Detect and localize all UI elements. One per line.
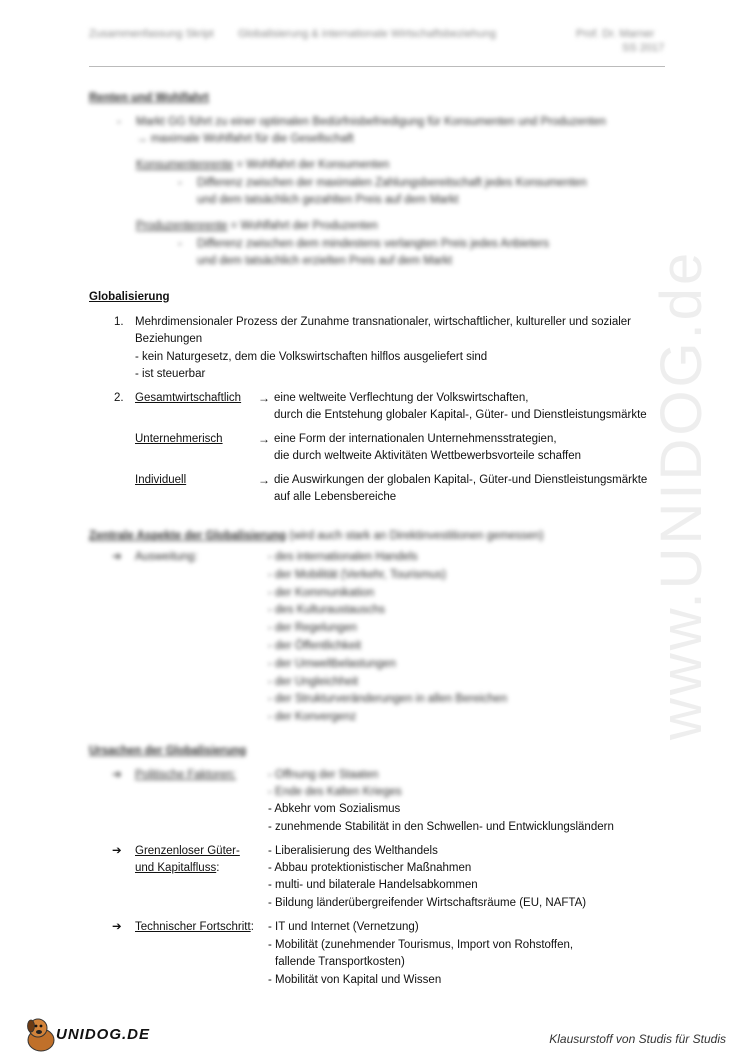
footer-slogan: Klausurstoff von Studis für Studis xyxy=(549,1032,726,1046)
arrow-right-icon: → xyxy=(258,432,270,446)
renten-title: Renten und Wohlfahrt xyxy=(89,92,209,104)
renten-line2: → maximale Wohlfahrt für die Gesellschaft xyxy=(136,133,354,145)
grenzenloser-label-line2 xyxy=(135,860,219,877)
definition-line2: Beziehungen xyxy=(135,333,203,345)
definition-line3: - kein Naturgesetz, dem die Volkswirtschaften hilflos ausgeliefert sind xyxy=(135,351,488,363)
header-right-1: Prof. Dr. Marner xyxy=(576,28,655,40)
list-item: - der Konvergenz xyxy=(268,711,357,724)
individuell-line1: die Auswirkungen der globalen Kapital-, Güter-und Dienstleistungsmärkte xyxy=(274,474,648,486)
produzentenrente-line1: Differenz zwischen dem mindestens verlangten Preis jedes Anbieters xyxy=(197,238,549,250)
list-item: - der Mobilität (Verkehr, Tourismus) xyxy=(268,568,447,581)
gesamtwirtschaftlich-line1: eine weltweite Verflechtung der Volkswirtschaften, xyxy=(274,392,529,404)
ausweitung-list xyxy=(268,549,507,727)
grenzenloser-label-line1 xyxy=(135,843,240,860)
globalisierung-title: Globalisierung xyxy=(89,291,170,303)
unternehmerisch-line2: die durch weltweite Aktivitäten Wettbewerbsvorteile schaffen xyxy=(274,450,582,462)
arrow-right-icon: ➔ xyxy=(112,921,122,933)
header-rule xyxy=(89,66,665,67)
list-item: - der Ungleichheit xyxy=(268,675,359,688)
individuell-label: Individuell xyxy=(135,474,187,486)
zentrale-title-row xyxy=(89,528,544,545)
grenzenloser-item: - Liberalisierung des Welthandels xyxy=(268,845,438,857)
produzentenrente-def: = Wohlfahrt der Produzenten xyxy=(227,220,378,232)
list-number-2: 2. xyxy=(114,392,124,404)
list-number-1: 1. xyxy=(114,316,124,328)
technischer-fortschritt-row xyxy=(135,919,254,936)
unternehmerisch-line1: eine Form der internationalen Unternehmensstrategien, xyxy=(274,433,557,445)
ausweitung-label: Ausweitung: xyxy=(135,551,198,563)
list-item: - der Regelungen xyxy=(268,622,357,635)
konsumentenrente-row xyxy=(136,157,389,174)
zentrale-title-suffix: (wird auch stark an Direktinvestitionen gemessen) xyxy=(286,530,544,542)
technischer-item: fallende Transportkosten) xyxy=(275,956,405,968)
politische-item: - zunehmende Stabilität in den Schwellen- und Entwicklungsländern xyxy=(268,821,614,833)
list-item: - des Kulturaustauschs xyxy=(268,604,385,617)
list-item: - der Öffentlichkeit xyxy=(268,639,362,652)
colon: : xyxy=(216,862,220,874)
grenzenloser-label-text2: und Kapitalfluss xyxy=(135,862,217,874)
definition-line4: - ist steuerbar xyxy=(135,368,206,380)
header-left: Zusammenfassung Skript xyxy=(89,28,214,40)
unidog-logo xyxy=(22,1014,162,1054)
logo-text: UNIDOG.DE xyxy=(56,1026,151,1043)
technischer-item: - Mobilität von Kapital und Wissen xyxy=(268,974,442,986)
konsumentenrente-label: Konsumentenrente xyxy=(136,159,234,171)
list-item: - der Umweltbelastungen xyxy=(268,657,396,670)
arrow-right-icon: → xyxy=(258,473,270,487)
grenzenloser-item: - Abbau protektionistischer Maßnahmen xyxy=(268,862,472,874)
grenzenloser-item: - Bildung länderübergreifender Wirtschaftsräume (EU, NAFTA) xyxy=(268,897,587,909)
politische-item: - Ende des Kalten Krieges xyxy=(268,786,402,798)
ursachen-title: Ursachen der Globalisierung xyxy=(89,745,247,757)
colon: : xyxy=(250,921,254,933)
konsumentenrente-def: = Wohlfahrt der Konsumenten xyxy=(233,159,390,171)
produzentenrente-line2: und dem tatsächlich erzielten Preis auf dem Markt xyxy=(197,255,453,267)
technischer-fortschritt-label: Technischer Fortschritt xyxy=(135,921,251,933)
header-center: Globalisierung & internationale Wirtschaftsbeziehung xyxy=(238,28,497,40)
bullet-dash: - xyxy=(117,116,121,128)
produzentenrente-row xyxy=(136,218,378,235)
individuell-line2: auf alle Lebensbereiche xyxy=(274,491,397,503)
watermark: www.UNIDOG.de xyxy=(649,249,714,740)
unternehmerisch-label: Unternehmerisch xyxy=(135,433,223,445)
produzentenrente-label: Produzentenrente xyxy=(136,220,228,232)
politische-faktoren-label: Politische Faktoren: xyxy=(135,769,236,781)
renten-line1: Markt GG führt zu einer optimalen Bedürfnisbefriedigung für Konsumenten und Produzenten xyxy=(136,116,606,128)
dog-icon xyxy=(22,1014,60,1054)
list-item: - der Strukturveränderungen in allen Bereichen xyxy=(268,693,508,706)
konsumentenrente-line2: und dem tatsächlich gezahlten Preis auf dem Markt xyxy=(197,194,459,206)
arrow-right-icon: ➔ xyxy=(112,769,122,781)
grenzenloser-label-text1: Grenzenloser Güter- xyxy=(135,845,240,857)
list-item: - des internationalen Handels xyxy=(268,551,418,563)
technischer-item: - IT und Internet (Vernetzung) xyxy=(268,921,419,933)
arrow-right-icon: ➔ xyxy=(112,845,122,857)
gesamtwirtschaftlich-line2: durch die Entstehung globaler Kapital-, Güter- und Dienstleistungsmärkte xyxy=(274,409,647,421)
konsumentenrente-line1: Differenz zwischen der maximalen Zahlungsbereitschaft jedes Konsumenten xyxy=(197,177,587,189)
arrow-right-icon: ➔ xyxy=(112,551,122,563)
grenzenloser-item: - multi- und bilaterale Handelsabkommen xyxy=(268,879,478,891)
arrow-right-icon: → xyxy=(258,391,270,405)
list-item: - der Kommunikation xyxy=(268,586,375,599)
politische-item: - Abkehr vom Sozialismus xyxy=(268,803,401,815)
bullet-dash: - xyxy=(178,177,182,189)
politische-item: - Öffnung der Staaten xyxy=(268,769,379,781)
header-right-2: SS 2017 xyxy=(622,42,665,54)
zentrale-title: Zentrale Aspekte der Globalisierung xyxy=(89,530,287,542)
technischer-item: - Mobilität (zunehmender Tourismus, Import von Rohstoffen, xyxy=(268,939,574,951)
bullet-dash: - xyxy=(178,238,182,250)
gesamtwirtschaftlich-label: Gesamtwirtschaftlich xyxy=(135,392,242,404)
definition-line1: Mehrdimensionaler Prozess der Zunahme transnationaler, wirtschaftlicher, kultureller und sozialer xyxy=(135,316,632,328)
